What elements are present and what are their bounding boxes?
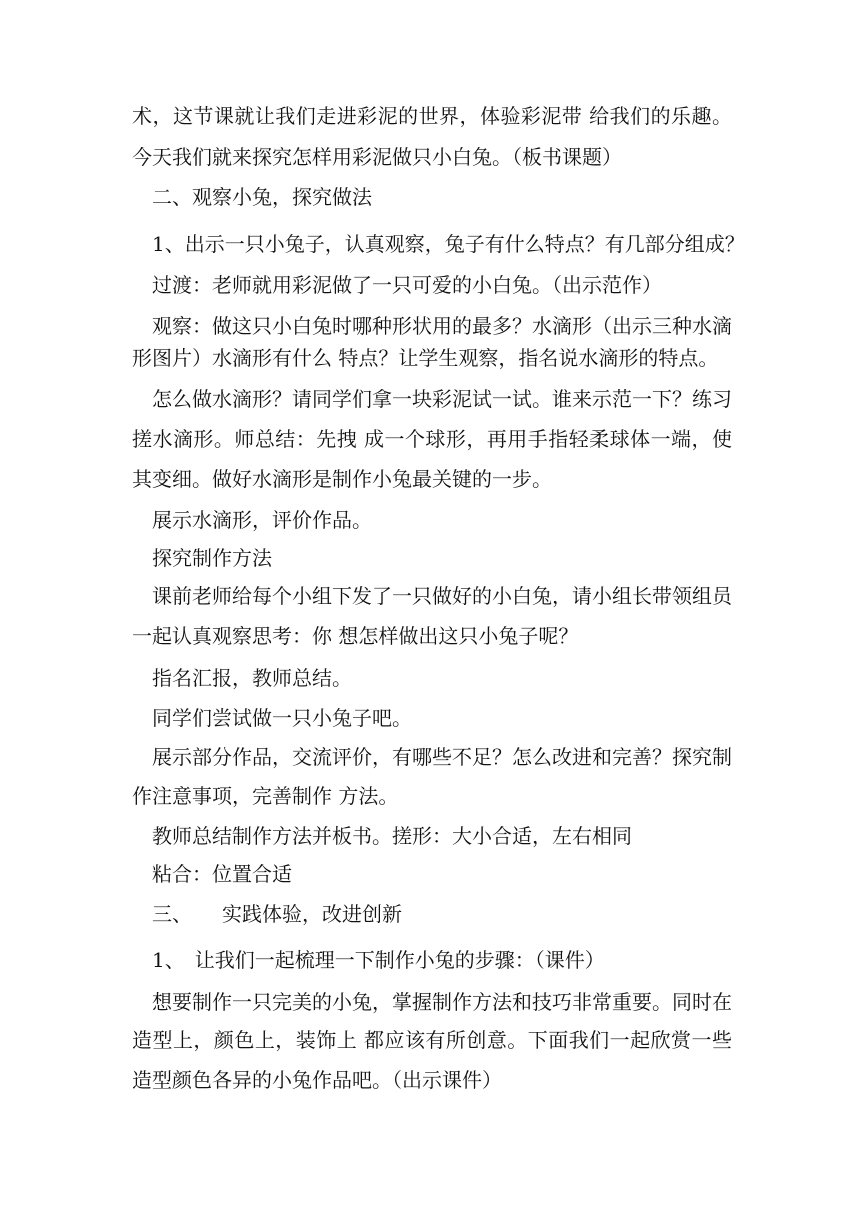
text-line: 搓水滴形。师总结：先拽 成一个球形，再用手指轻柔球体一端，使 bbox=[132, 427, 732, 451]
text-line: 造型上，颜色上，装饰上 都应该有所创意。下面我们一起欣赏一些 bbox=[132, 1028, 732, 1052]
text-line: 术，这节课就让我们走进彩泥的世界，体验彩泥带 给我们的乐趣。 bbox=[132, 104, 732, 128]
text-line: 造型颜色各异的小兔作品吧。（出示课件） bbox=[132, 1068, 502, 1092]
section-heading: 二、观察小兔，探究做法 bbox=[132, 185, 372, 209]
text-line: 展示水滴形，评价作品。 bbox=[132, 508, 372, 532]
text-line: 想要制作一只完美的小兔，掌握制作方法和技巧非常重要。同时在 bbox=[132, 990, 732, 1014]
text-line: 粘合：位置合适 bbox=[132, 862, 292, 886]
section-heading: 三、 实践体验，改进创新 bbox=[132, 902, 402, 926]
text-line: 今天我们就来探究怎样用彩泥做只小白兔。（板书课题） bbox=[132, 145, 622, 169]
text-line: 一起认真观察思考：你 想怎样做出这只小兔子呢？ bbox=[132, 624, 579, 648]
subheading: 探究制作方法 bbox=[132, 546, 272, 570]
text-line: 怎么做水滴形？请同学们拿一块彩泥试一试。谁来示范一下？练习 bbox=[132, 387, 732, 411]
text-line: 课前老师给每个小组下发了一只做好的小白兔，请小组长带领组员 bbox=[132, 584, 732, 608]
text-line: 作注意事项，完善制作 方法。 bbox=[132, 784, 399, 808]
text-line: 展示部分作品，交流评价，有哪些不足？怎么改进和完善？探究制 bbox=[132, 745, 732, 769]
text-line: 观察：做这只小白兔时哪种形状用的最多？水滴形（出示三种水滴 bbox=[132, 314, 732, 338]
text-line: 过渡：老师就用彩泥做了一只可爱的小白兔。（出示范作） bbox=[132, 273, 662, 297]
text-line: 教师总结制作方法并板书。搓形：大小合适，左右相同 bbox=[132, 824, 632, 848]
text-line: 1、 让我们一起梳理一下制作小兔的步骤：（课件） bbox=[132, 948, 605, 972]
text-line: 形图片）水滴形有什么 特点？让学生观察，指名说水滴形的特点。 bbox=[132, 346, 719, 370]
text-line: 其变细。做好水滴形是制作小兔最关键的一步。 bbox=[132, 467, 552, 491]
text-line: 同学们尝试做一只小兔子吧。 bbox=[132, 706, 412, 730]
text-line: 指名汇报，教师总结。 bbox=[132, 666, 352, 690]
text-line: 1、出示一只小兔子，认真观察，兔子有什么特点？有几部分组成？ bbox=[132, 232, 745, 256]
